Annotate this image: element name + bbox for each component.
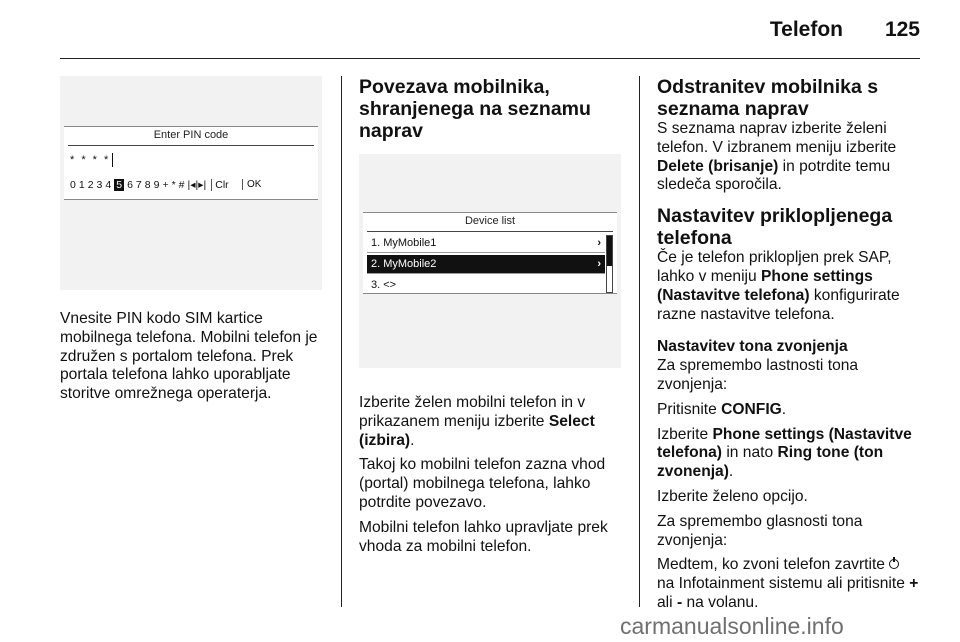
connect-paragraph-3: Mobilni telefon lahko upravljate prek vhoda za mobilni telefon.: [359, 518, 608, 555]
device-list-item-selected: 2. MyMobile2 ›: [367, 255, 605, 274]
text-cursor: [112, 153, 113, 167]
pin-screen: [64, 126, 318, 200]
pin-key: 2: [87, 179, 94, 191]
pin-key: *: [171, 179, 176, 191]
ringtone-paragraph-6: Medtem, ko zvoni telefon zavrtite na Infotainment sistemu ali pritisnite + ali - na volanu.: [657, 556, 919, 611]
pin-key: 9: [153, 179, 160, 191]
section-heading-connect: Povezava mobilnika, shranjenega na seznamu naprav: [359, 76, 591, 142]
settings-paragraph: Če je telefon priklopljen prek SAP, lahko v meniju Phone settings (Nastavitve telefona) konfigurirate razne nastavitve telefona.: [657, 249, 900, 323]
subheading-ringtone: Nastavitev tona zvonjenja: [657, 338, 848, 356]
ringtone-paragraph-5: Za spremembo glasnosti tona zvonjenja:: [657, 512, 863, 549]
clear-key: Clr: [211, 179, 228, 191]
column-2: [359, 76, 621, 556]
watermark: carmanualsonline.info: [620, 613, 844, 639]
ringtone-paragraph-4: Izberite želeno opcijo.: [657, 487, 808, 505]
pin-key: 8: [144, 179, 151, 191]
pin-screen-image: [60, 76, 322, 290]
power-knob-icon: [889, 559, 899, 569]
ringtone-paragraph-1: Za spremembo lastnosti tona zvonjenja:: [657, 357, 859, 393]
arrow-keys: |◂|▸|: [187, 179, 207, 191]
page-header: [0, 18, 960, 48]
pin-key: 3: [96, 179, 103, 191]
page-number: 125: [884, 18, 920, 41]
pin-entered: * * * *: [70, 153, 113, 167]
chevron-right-icon: ›: [597, 258, 601, 270]
pin-key: 1: [78, 179, 85, 191]
remove-paragraph: S seznama naprav izberite želeni telefon. V izbranem meniju izberite Delete (brisanje) in potrdite temu sledeča sporočila.: [657, 120, 897, 194]
pin-key: +: [162, 179, 169, 191]
column-3: [657, 76, 919, 613]
connect-paragraph-1: Izberite želen mobilni telefon in v prikazanem meniju izberite Select (izbira).: [359, 394, 595, 449]
column-1: [60, 76, 322, 404]
pin-screen-title: Enter PIN code: [68, 127, 314, 146]
chevron-right-icon: ›: [597, 237, 601, 249]
pin-key: 7: [135, 179, 142, 191]
ringtone-paragraph-3: Izberite Phone settings (Nastavitve telefona) in nato Ring tone (ton zvonenja).: [657, 425, 912, 481]
header-rule: [60, 58, 920, 59]
pin-key: 6: [127, 179, 133, 191]
pin-key: 4: [105, 179, 112, 191]
section-heading-settings: Nastavitev priklopljenega telefona: [657, 205, 893, 250]
ringtone-paragraph-2: Pritisnite CONFIG.: [657, 400, 787, 418]
pin-key-selected: 5: [116, 179, 123, 191]
device-list-screen: [363, 212, 617, 294]
section-heading-remove: Odstranitev mobilnika s seznama naprav: [657, 76, 879, 120]
device-list-image: [359, 154, 621, 368]
device-list-item: 3. <>: [371, 279, 397, 291]
ok-key: OK: [242, 179, 261, 190]
connect-paragraph-2: Takoj ko mobilni telefon zazna vhod (portal) mobilnega telefona, lahko potrdite povezavo.: [359, 456, 606, 511]
page-title: Telefon: [769, 18, 843, 41]
pin-keypad: [70, 179, 232, 191]
pin-key: 0: [70, 179, 76, 191]
pin-paragraph: Vnesite PIN kodo SIM kartice mobilnega telefona. Mobilni telefon je združen s portalom telefona. Prek portala telefona lahko uporabljate storitve omrežnega operaterja.: [60, 310, 318, 403]
device-list-item: 1. MyMobile1 ›: [367, 234, 605, 253]
column-divider-2: [639, 76, 640, 607]
pin-key: #: [178, 179, 185, 191]
column-divider-1: [341, 76, 342, 607]
scrollbar: [606, 235, 613, 293]
device-list-title: Device list: [367, 213, 613, 232]
scroll-thumb: [607, 236, 612, 266]
